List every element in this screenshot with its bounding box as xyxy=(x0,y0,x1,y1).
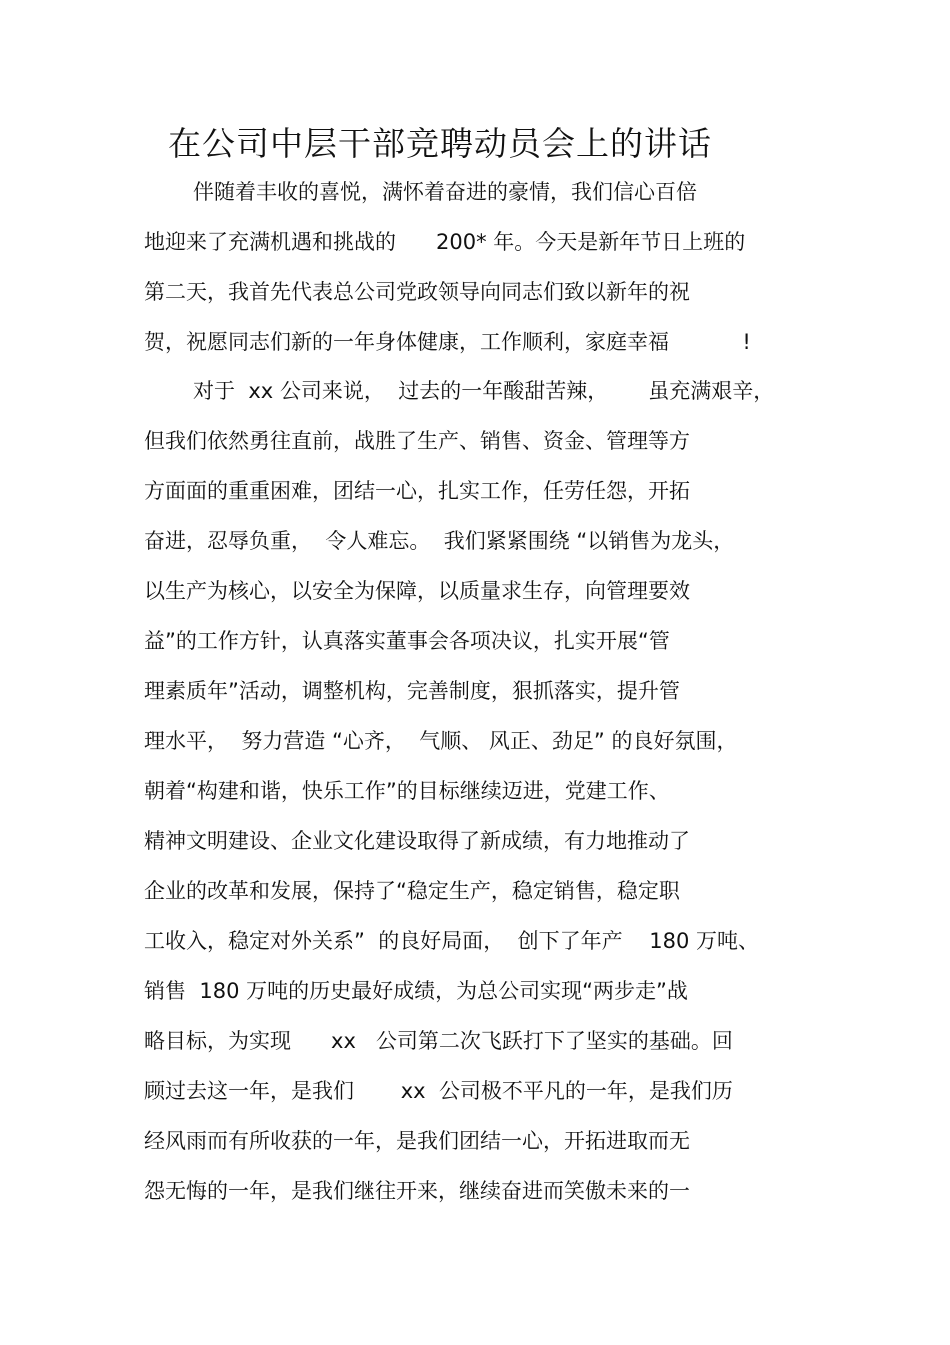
paragraph-2-line-8: 理水平， 努力营造 “心齐， 气顺、 风正、劲足” 的良好氛围， xyxy=(144,729,738,753)
paragraph-2-line-17: 怨无悔的一年，是我们继往开来，继续奋进而笑傲未来的一 xyxy=(144,1179,690,1203)
paragraph-2-line-14: 略目标，为实现 xx 公司第二次飞跃打下了坚实的基础。回 xyxy=(144,1029,733,1053)
paragraph-2-line-15: 顾过去这一年，是我们 xx 公司极不平凡的一年，是我们历 xyxy=(144,1079,733,1103)
paragraph-2-line-2: 但我们依然勇往直前，战胜了生产、销售、资金、管理等方 xyxy=(144,429,690,453)
paragraph-2-line-13: 销售 180 万吨的历史最好成绩，为总公司实现“两步走”战 xyxy=(144,979,688,1003)
paragraph-1-line-4: 贺，祝愿同志们新的一年身体健康，工作顺利，家庭幸福 ! xyxy=(144,330,751,354)
paragraph-2-line-12: 工收入，稳定对外关系” 的良好局面， 创下了年产 180 万吨、 xyxy=(144,929,760,953)
paragraph-1-line-2: 地迎来了充满机遇和挑战的 200* 年。今天是新年节日上班的 xyxy=(144,230,746,254)
paragraph-2-line-9: 朝着“构建和谐，快乐工作”的目标继续迈进，党建工作、 xyxy=(144,779,670,803)
paragraph-2-line-10: 精神文明建设、企业文化建设取得了新成绩，有力地推动了 xyxy=(144,829,690,853)
paragraph-2-line-11: 企业的改革和发展，保持了“稳定生产，稳定销售，稳定职 xyxy=(144,879,680,903)
document-title: 在公司中层干部竞聘动员会上的讲话 xyxy=(168,124,712,163)
paragraph-2-line-4: 奋进，忍辱负重， 令人难忘。 我们紧紧围绕 “以销售为龙头， xyxy=(144,529,735,553)
paragraph-2-line-5: 以生产为核心，以安全为保障，以质量求生存，向管理要效 xyxy=(144,579,690,603)
paragraph-2-line-16: 经风雨而有所收获的一年，是我们团结一心，开拓进取而无 xyxy=(144,1129,690,1153)
paragraph-1-line-3: 第二天，我首先代表总公司党政领导向同志们致以新年的祝 xyxy=(144,280,690,304)
paragraph-2-line-6: 益”的工作方针，认真落实董事会各项决议，扎实开展“管 xyxy=(144,629,670,653)
paragraph-2-line-1: 对于 xx 公司来说， 过去的一年酸甜苦辣， 虽充满艰辛， xyxy=(193,379,775,403)
paragraph-2-line-3: 方面面的重重困难，团结一心，扎实工作，任劳任怨，开拓 xyxy=(144,479,690,503)
paragraph-2-line-7: 理素质年”活动，调整机构，完善制度，狠抓落实，提升管 xyxy=(144,679,680,703)
paragraph-1-line-1: 伴随着丰收的喜悦，满怀着奋进的豪情，我们信心百倍 xyxy=(193,180,697,204)
